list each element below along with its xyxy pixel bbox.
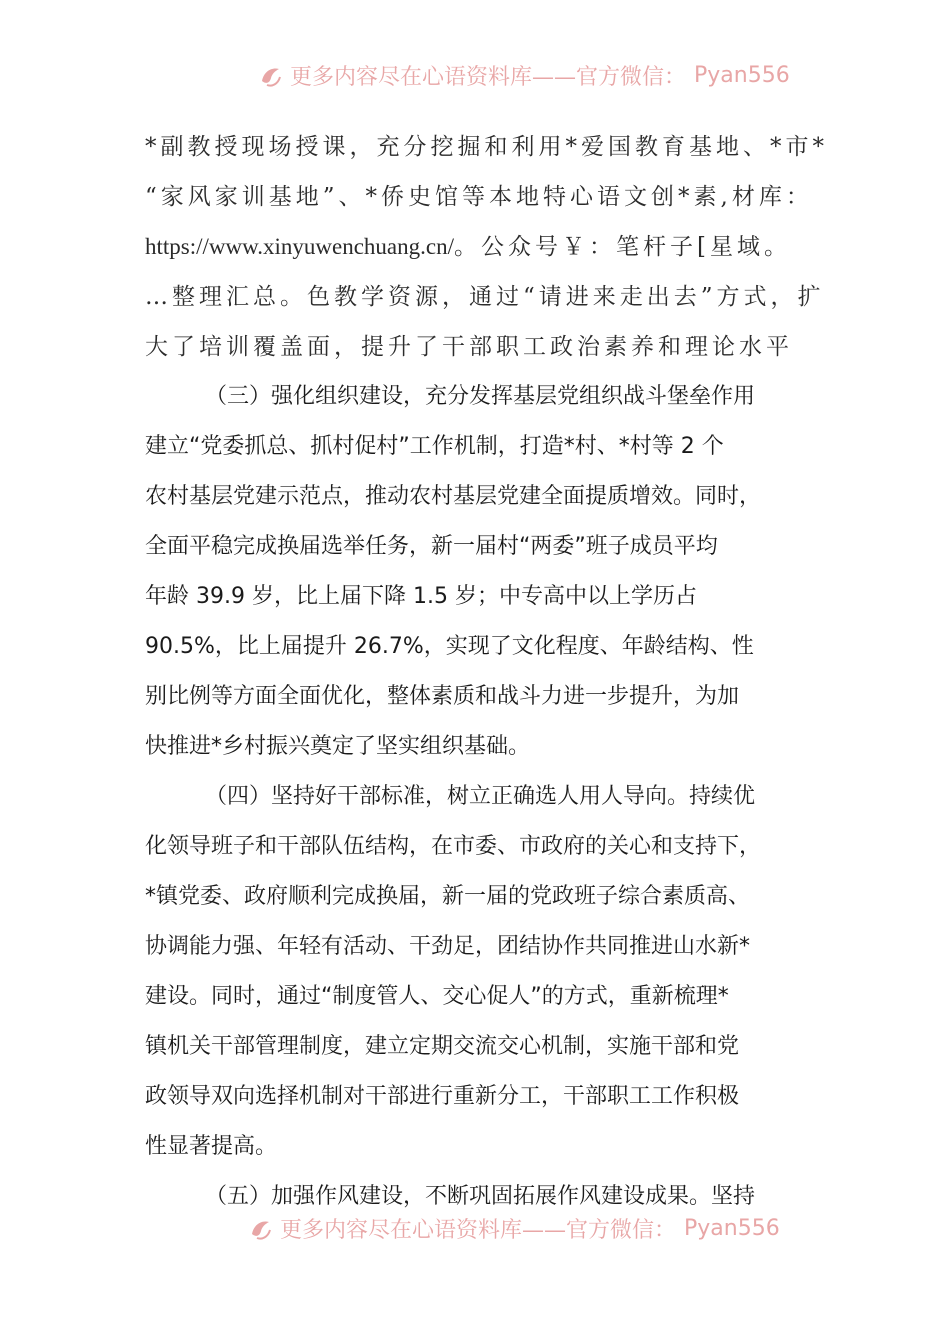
section-heading-3: （三）强化组织建设，充分发挥基层党组织战斗堡垒作用 bbox=[205, 384, 756, 409]
watermark-handle: Pyan556 bbox=[694, 63, 790, 88]
text-line: “家风家训基地”、*侨史馆等本地特心语文创*素,材库： bbox=[145, 184, 813, 210]
document-body bbox=[145, 122, 828, 1222]
text-line: 全面平稳完成换届选举任务，新一届村“两委”班子成员平均 bbox=[145, 534, 718, 559]
text-line: 快推进*乡村振兴奠定了坚实组织基础。 bbox=[145, 734, 531, 759]
footer-watermark bbox=[0, 1205, 950, 1241]
text-line: *镇党委、政府顺利完成换届，新一届的党政班子综合素质高、 bbox=[145, 884, 751, 909]
text-line: 协调能力强、年轻有活动、干劲足，团结协作共同推进山水新* bbox=[145, 934, 751, 959]
watermark-handle: Pyan556 bbox=[684, 1216, 780, 1241]
text-line: 性显著提高。 bbox=[145, 1134, 278, 1159]
header-watermark bbox=[0, 52, 950, 88]
text-line: 建设。同时，通过“制度管人、交心促人”的方式，重新梳理* bbox=[145, 984, 729, 1009]
text-line: 90.5%，比上届提升 26.7%，实现了文化程度、年龄结构、性 bbox=[145, 634, 754, 659]
section-heading-5: （五）加强作风建设，不断巩固拓展作风建设成果。坚持 bbox=[205, 1184, 756, 1209]
watermark-text: 更多内容尽在心语资料库——官方微信： bbox=[280, 1218, 677, 1241]
text-line: 农村基层党建示范点，推动农村基层党建全面提质增效。同时， bbox=[145, 484, 762, 509]
text-line: 政领导双向选择机制对干部进行重新分工，干部职工工作积极 bbox=[145, 1084, 740, 1109]
text-line: …整理汇总。色教学资源，通过“请进来走出去”方式，扩 bbox=[145, 284, 825, 310]
text-line: 建立“党委抓总、抓村促村”工作机制，打造*村、*村等 2 个 bbox=[145, 434, 724, 459]
text-line: 大了培训覆盖面，提升了干部职工政治素养和理论水平 bbox=[145, 334, 793, 360]
text-line: 化领导班子和干部队伍结构，在市委、市政府的关心和支持下， bbox=[145, 834, 762, 859]
text-line: *副教授现场授课，充分挖掘和利用*爱国教育基地、*市* bbox=[145, 134, 828, 160]
text-line: 别比例等方面全面优化，整体素质和战斗力进一步提升，为加 bbox=[145, 684, 740, 709]
watermark-text: 更多内容尽在心语资料库——官方微信： bbox=[290, 65, 687, 88]
text-line: 镇机关干部管理制度，建立定期交流交心机制，实施干部和党 bbox=[145, 1034, 740, 1059]
section-heading-4: （四）坚持好干部标准，树立正确选人用人导向。持续优 bbox=[205, 784, 756, 809]
watermark-logo-icon bbox=[248, 1216, 274, 1242]
text-line: 年龄 39.9 岁，比上届下降 1.5 岁；中专高中以上学历占 bbox=[145, 584, 697, 609]
text-line-tail: 。公众号￥：笔杆子[星域。 bbox=[453, 234, 791, 260]
text-line-url bbox=[145, 222, 815, 272]
watermark-logo-icon bbox=[258, 63, 284, 89]
url-text: https://www.xinyuwenchuang.cn/ bbox=[145, 234, 454, 259]
